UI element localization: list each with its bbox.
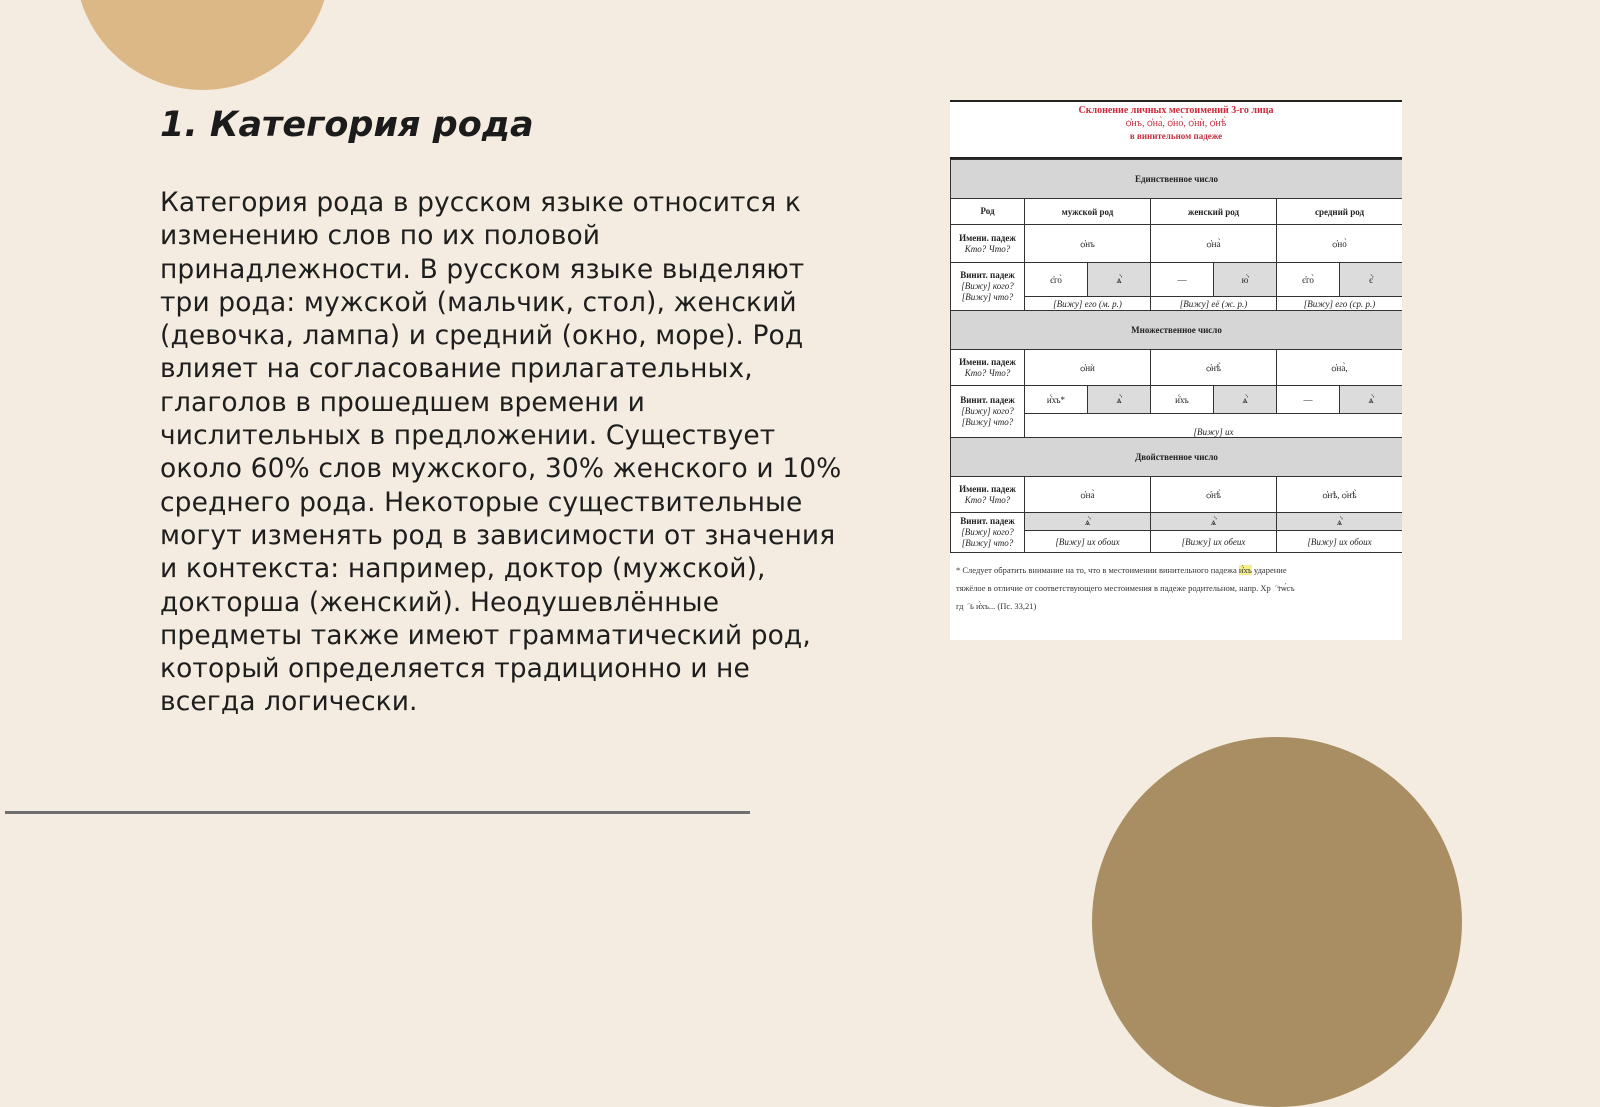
declension-table-image xyxy=(950,100,1402,640)
table-cell: ѻ҆нѣ̀ xyxy=(1151,477,1277,513)
table-cell: ѻ҆нѣ̀ xyxy=(1151,350,1277,386)
section-plural: Множественное число xyxy=(951,311,1403,350)
table-gloss: [Вижу] их обоих xyxy=(1025,531,1151,553)
slide-body-text: Категория рода в русском языке относится к изменению слов по их половой принадлежности. В русском языке выделяют три рода: мужской (мальчик, стол), женский (девочка, лампа) и средний (окно, море). Род влияет на согласование прилагательных, глаголов в прошедшем времени и числительных в предложении. Существует около 60% слов мужского, 30% женского и 10% среднего рода. Некоторые существительные могут изменять род в зависимости от значения и контекста: например, доктор (мужской), докторша (женский). Неодушевлённые предметы также имеют грамматический род, который определяется традиционно и не всегда логически. xyxy=(160,187,842,718)
header-cell: средний род xyxy=(1277,199,1403,225)
table-cell: ю҆̀ xyxy=(1214,263,1277,297)
table-cell: ѻ҆нѣ, ѻ҆нѣ̀ xyxy=(1277,477,1403,513)
table-gloss: [Вижу] её (ж. р.) xyxy=(1151,297,1277,311)
section-dual: Двойственное число xyxy=(951,438,1403,477)
slide-title: 1. Категория рода xyxy=(160,105,534,145)
table-title: Склонение личных местоимений 3-го лица xyxy=(1078,105,1274,116)
header-cell: Род xyxy=(951,199,1025,225)
table-cell: є҆̀ xyxy=(1340,263,1403,297)
table-gloss: [Вижу] их xyxy=(1025,414,1403,438)
header-cell: женский род xyxy=(1151,199,1277,225)
table-cell: ѧ҆̀ xyxy=(1340,386,1403,414)
table-gloss: [Вижу] его (ср. р.) xyxy=(1277,297,1403,311)
row-label-acc: Винит. падеж [Вижу] кого? [Вижу] что? xyxy=(951,386,1025,438)
table-gloss: [Вижу] их обеих xyxy=(1151,531,1277,553)
table-cell: ѻ҆нѝ xyxy=(1025,350,1151,386)
table-cell: ѧ҆̀ xyxy=(1088,386,1151,414)
table-cell: ѧ҆̀ xyxy=(1214,386,1277,414)
table-gloss: [Вижу] их обоих xyxy=(1277,531,1403,553)
table-gloss: [Вижу] его (м. р.) xyxy=(1025,297,1151,311)
table-cell: ѧ҆̀ xyxy=(1025,513,1151,531)
table-cell: ѻ҆на̀, xyxy=(1277,350,1403,386)
section-singular: Единственное число xyxy=(951,160,1403,199)
table-cell: и҆́хъ* xyxy=(1025,386,1088,414)
declension-grid xyxy=(950,159,1402,553)
row-label-acc: Винит. падеж [Вижу] кого? [Вижу] что? xyxy=(951,263,1025,311)
table-cell: ѻ҆на̀ xyxy=(1025,477,1151,513)
table-cell: ѧ҆̀ xyxy=(1088,263,1151,297)
decorative-circle-top xyxy=(75,0,330,90)
table-case-line: в винительном падеже xyxy=(1129,131,1223,141)
table-cell: — xyxy=(1277,386,1340,414)
divider-line xyxy=(5,811,750,814)
table-cell: ѻ҆но̀ xyxy=(1277,225,1403,263)
table-footnote: * Следует обратить внимание на то, что в местоимении винительного падежа и҆́хъ ударение тяжёлое в отличие от соответствующего местоимения в падеже родительном, напр. Хрⷭ҇тѡ́съ гдⷭ҇ь и҆́хъ... (Пс. 33,21) xyxy=(956,565,1295,611)
table-cell: ѧ҆̀ xyxy=(1277,513,1403,531)
decorative-circle-bottom xyxy=(1092,737,1462,1107)
table-header xyxy=(950,102,1402,159)
table-cell: ѧ҆̀ xyxy=(1151,513,1277,531)
row-label-nom: Имени. падеж Кто? Что? xyxy=(951,477,1025,513)
table-cell: — xyxy=(1151,263,1214,297)
table-cell: ѻ҆на̀ xyxy=(1151,225,1277,263)
row-label-nom: Имени. падеж Кто? Что? xyxy=(951,350,1025,386)
header-cell: мужской род xyxy=(1025,199,1151,225)
row-label-acc: Винит. падеж [Вижу] кого? [Вижу] что? xyxy=(951,513,1025,553)
table-forms: ѻ҆нъ, ѻ҆на̀, ѻ҆но̀, ѻ҆нѝ, ѻ҆нѣ̀ xyxy=(1125,118,1227,129)
table-cell: и҆́хъ xyxy=(1151,386,1214,414)
table-cell: є҆го̀ xyxy=(1025,263,1088,297)
table-cell: ѻ҆нъ xyxy=(1025,225,1151,263)
table-cell: є҆го̀ xyxy=(1277,263,1340,297)
row-label-nom: Имени. падеж Кто? Что? xyxy=(951,225,1025,263)
